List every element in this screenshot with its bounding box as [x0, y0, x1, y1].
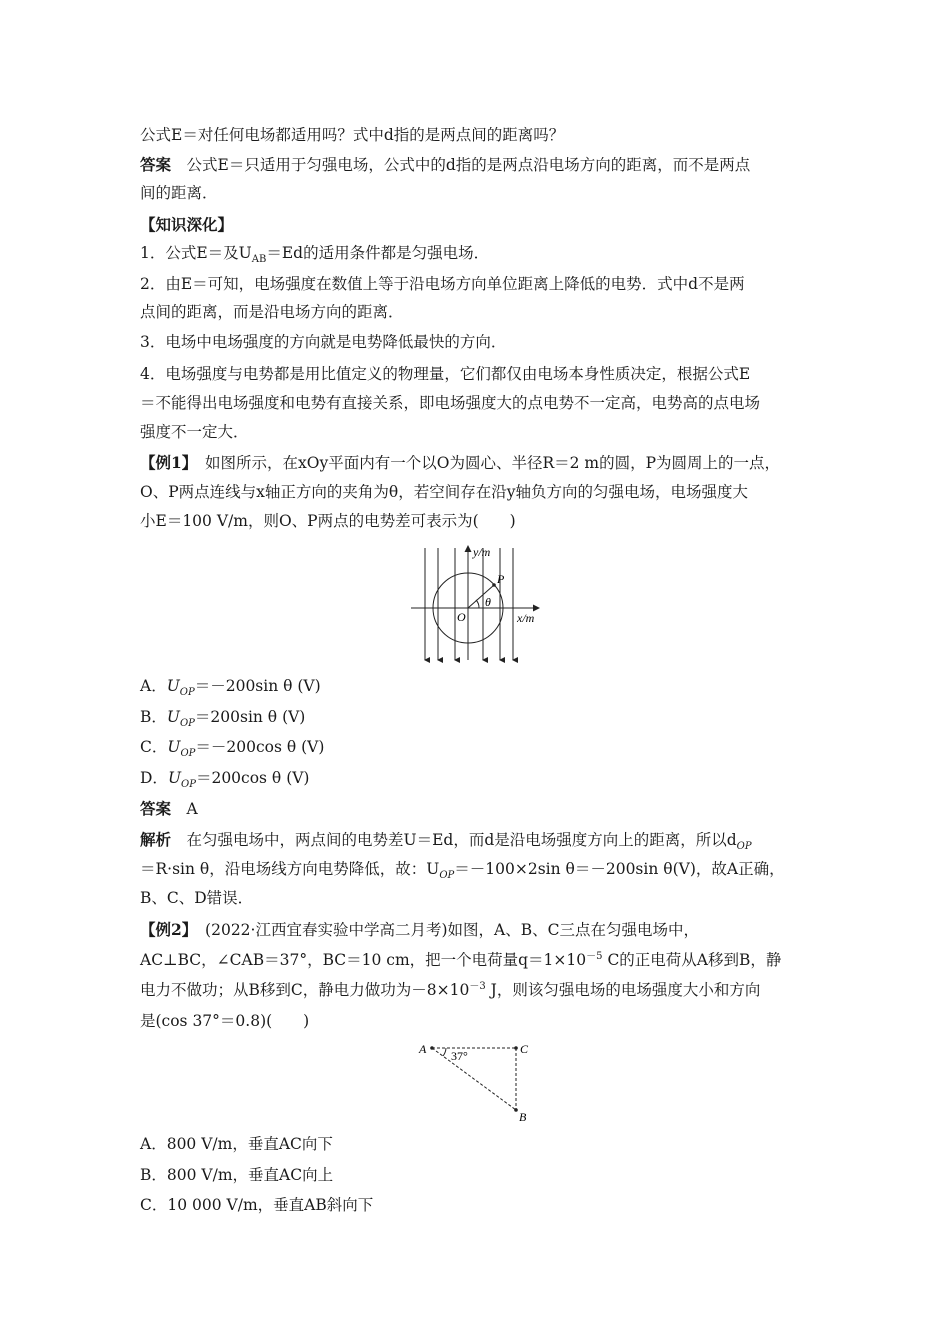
point-c — [514, 1046, 518, 1050]
point-a — [430, 1046, 434, 1050]
example1-line-1: 【例1】 如图所示，在xOy平面内有一个以O为圆心、半径R＝2 m的圆，P为圆周上的一点， — [140, 453, 781, 472]
knowledge-item-2-line-2: 点间的距离，而是沿电场方向的距离． — [140, 303, 404, 321]
example1-option-a: A．$U_{OP}=-200\sin$ θ (V) — [140, 677, 321, 699]
point-a-label: A — [419, 1042, 427, 1056]
example1-line-3: 小E＝100 V/m，则O、P两点的电势差可表示为( ) — [140, 512, 516, 530]
angle-arc — [443, 1048, 446, 1056]
example1-line-2: O、P两点连线与x轴正方向的夹角为θ，若空间存在沿y轴负方向的匀强电场，电场强度大 — [140, 483, 748, 501]
example2-option-c: C．10 000 V/m，垂直AB斜向下 — [140, 1196, 374, 1214]
answer-text-1: 公式E＝只适用于匀强电场，公式中的d指的是两点沿电场方向的距离，而不是两点 — [186, 156, 751, 174]
example2-option-b: B．800 V/m，垂直AC向上 — [140, 1166, 334, 1184]
example1-option-d: D．$U_{OP}=200\cos$ θ (V) — [140, 769, 310, 791]
section-title: 【知识深化】 — [140, 215, 234, 234]
point-p-label: P — [497, 572, 505, 586]
knowledge-item-3: 3．电场中电场强度的方向就是电势降低最快的方向． — [140, 333, 507, 351]
point-b — [514, 1108, 518, 1112]
example1-analysis-line-1: 解析 在匀强电场中，两点间的电势差U＝Ed，而d是沿电场强度方向上的距离，所以$d_{OP}$ — [140, 830, 752, 853]
example2-line-1: 【例2】 (2022·江西宜春实验中学高二月考)如图，A、B、C三点在匀强电场中， — [140, 920, 699, 939]
knowledge-item-4-line-3: 强度不一定大． — [140, 423, 249, 441]
example1-answer: 答案 A — [140, 799, 198, 818]
point-c-label: C — [520, 1042, 529, 1056]
knowledge-item-1: 1．公式E＝及$U_{AB}=Ed$的适用条件都是匀强电场． — [140, 244, 490, 266]
point-b-label: B — [519, 1110, 527, 1123]
origin-label: O — [457, 610, 466, 624]
example1-analysis-line-2: ＝R·sin θ，沿电场线方向电势降低，故：$U_{OP}=-100\times 2\sin$ θ＝－200sin θ(V)，故A正确， — [140, 860, 785, 882]
answer-line-1 — [140, 154, 820, 176]
angle-arc — [476, 600, 479, 608]
knowledge-item-4-line-2: ＝不能得出电场强度和电势有直接关系，即电场强度大的点电势不一定高，电势高的点电场 — [140, 394, 761, 412]
example2-line-4: 是(cos 37°＝0.8)( ) — [140, 1012, 310, 1030]
answer-text-2: 间的距离． — [140, 184, 218, 202]
example1-label: 【例1】 — [140, 453, 198, 472]
example2-line-3: 电力不做功；从B移到C，静电力做功为$-8\times 10^{-3}$ J，则该匀强电场的电场强度大小和方向 — [140, 980, 761, 999]
triangle-figure — [415, 1037, 540, 1123]
knowledge-item-2-line-1: 2．由E＝可知，电场强度在数值上等于沿电场方向单位距离上降低的电势．式中d不是两 — [140, 275, 745, 293]
segment-ab — [432, 1048, 516, 1110]
answer-label: 答案 — [140, 155, 172, 174]
knowledge-item-4-line-1: 4．电场强度与电势都是用比值定义的物理量，它们都仅由电场本身性质决定，根据公式E — [140, 365, 751, 383]
example2-line-2: AC⊥BC，∠CAB＝37°，BC＝10 cm，把一个电荷量$q=1\times 10^{-5}$ C的正电荷从A移到B，静 — [140, 950, 782, 969]
angle-label: θ — [485, 595, 491, 609]
x-axis-label: x/m — [517, 611, 535, 625]
example2-label: 【例2】 — [140, 920, 198, 939]
example2-option-a: A．800 V/m，垂直AC向下 — [140, 1135, 333, 1153]
example1-analysis-line-3: B、C、D错误． — [140, 889, 254, 907]
question-intro: 公式E＝对任何电场都适用吗？式中d指的是两点间的距离吗？ — [140, 126, 565, 144]
y-axis-label: y/m — [473, 545, 491, 559]
example1-option-b: B．$U_{OP}=200\sin$ θ (V) — [140, 708, 306, 730]
example1-option-c: C．$U_{OP}=-200\cos$ θ (V) — [140, 738, 325, 760]
point-p — [492, 583, 496, 587]
circle-field-figure — [405, 542, 555, 664]
angle-label: 37° — [451, 1049, 468, 1063]
